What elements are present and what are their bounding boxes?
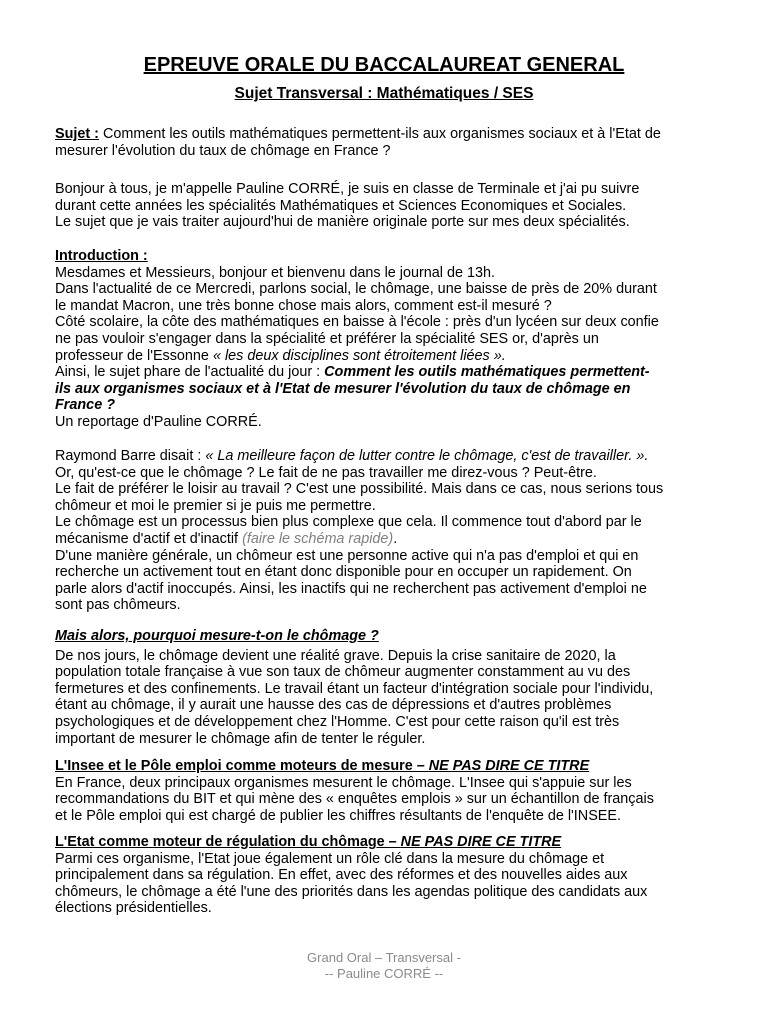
subject-text: Comment les outils mathématiques permettent-ils aux organismes sociaux et à l'Etat de (98, 126, 661, 142)
text-line: élections présidentielles. (55, 900, 212, 917)
footer-line: Grand Oral – Transversal - (307, 950, 461, 965)
speaker-note: (faire le schéma rapide) (242, 530, 394, 547)
text-line: étant au chômage, il y aurait une hausse des cas de dépressions et d'autres problèmes (55, 697, 612, 714)
text-line: psychologiques et de développement chez l'Homme. C'est pour cette raison qu'il est très (55, 713, 620, 730)
text-line: Le fait de préférer le loisir au travail ? C'est une possibilité. Mais dans ce cas, nous serions tous (55, 481, 664, 498)
introduction-section (55, 248, 720, 431)
text-line: Côté scolaire, la côte des mathématiques en baisse à l'école : près d'un lycéen sur deux confie (55, 314, 659, 331)
professor-quote: « les deux disciplines sont étroitement liées ». (212, 347, 506, 364)
text-line: recommandations du BIT et qui mène des « enquêtes emplois » sur un échantillon de français (55, 791, 654, 808)
text-line: En France, deux principaux organismes mesurent le chômage. L'Insee qui s'appuie sur les (55, 774, 632, 791)
section-why-measure (55, 628, 720, 747)
text-line: sont pas chômeurs. (55, 597, 181, 614)
text-line: Mesdames et Messieurs, bonjour et bienvenu dans le journal de 13h. (55, 264, 495, 281)
section-insee (55, 758, 720, 824)
text-line: population totale française à vue son taux de chômeur augmenter constamment au vu des (55, 664, 631, 681)
heading-note: NE PAS DIRE CE TITRE (428, 758, 590, 774)
text-line: recherche un activement tout en étant donc disponible pour en occuper un rapidement. On (55, 564, 632, 581)
text-line: D'une manière générale, un chômeur est une personne active qui n'a pas d'emploi et qui en (55, 547, 639, 564)
text-line: durant cette années les spécialités Mathématiques et Sciences Economiques et Sociales. (55, 197, 627, 214)
text-line: et le Pôle emploi qui est chargé de publier les chiffres résultants de l'enquête de l'INSEE. (55, 807, 621, 824)
text-line: professeur de l'Essonne (55, 347, 213, 364)
text-line: De nos jours, le chômage devient une réalité grave. Depuis la crise sanitaire de 2020, la (55, 647, 616, 664)
document-title: EPREUVE ORALE DU BACCALAUREAT GENERAL (143, 54, 625, 76)
text-line: important de mesurer le chômage afin de tenter le réguler. (55, 730, 426, 747)
text-line: fermetures et des confinements. Le travail étant un facteur d'intégration sociale pour l'individu, (55, 680, 654, 697)
definition-section (55, 448, 720, 614)
subject-text: mesurer l'évolution du taux de chômage en France ? (55, 142, 391, 159)
text-line: mécanisme d'actif et d'inactif (55, 530, 243, 547)
text-line: Un reportage d'Pauline CORRÉ. (55, 413, 262, 430)
main-question: France ? (55, 397, 115, 414)
heading-note: NE PAS DIRE CE TITRE (400, 834, 562, 850)
text-line: Le chômage est un processus bien plus complexe que cela. Il commence tout d'abord par le (55, 514, 642, 531)
introduction-heading: Introduction : (55, 248, 148, 264)
text-line: Or, qu'est-ce que le chômage ? Le fait de ne pas travailler me direz-vous ? Peut-être. (55, 464, 597, 481)
subject-label: Sujet : (55, 126, 99, 142)
footer-author: -- Pauline CORRÉ -- (324, 966, 444, 981)
document-subtitle: Sujet Transversal : Mathématiques / SES (234, 85, 534, 102)
presentation-paragraph (55, 181, 720, 231)
text-line: le mandat Macron, une très bonne chose mais alors, comment est-il mesuré ? (55, 297, 552, 314)
main-question: ils aux organismes sociaux et à l'Etat de mesurer l'évolution du taux de chômage en (55, 380, 631, 397)
section-heading: Mais alors, pourquoi mesure-t-on le chômage ? (55, 628, 379, 644)
text-line: Le sujet que je vais traiter aujourd'hui de manière originale porte sur mes deux spécialités. (55, 214, 630, 231)
text-line: chômeur et moi le premier si je puis me permettre. (55, 497, 376, 514)
main-question: Comment les outils mathématiques permettent- (324, 364, 650, 381)
text-line: ne pas vouloir s'engager dans la spécialité et préférer la spécialité SES or, d'après un (55, 330, 599, 347)
text-line: chômeurs, le chômage a été l'une des priorités dans les agendas politique des candidats aux (55, 883, 648, 900)
text-line: Parmi ces organisme, l'Etat joue également un rôle clé dans la mesure du chômage et (55, 850, 605, 867)
text-line: Dans l'actualité de ce Mercredi, parlons social, le chômage, une baisse de près de 20% durant (55, 281, 657, 298)
text-line: principalement dans sa régulation. En effet, avec des réformes et des nouvelles aides aux (55, 867, 628, 884)
section-etat (55, 834, 720, 917)
text-line: parle alors d'actif inoccupés. Ainsi, les inactifs qui ne recherchent pas activement d'emploi ne (55, 580, 647, 597)
text-line: Bonjour à tous, je m'appelle Pauline CORRÉ, je suis en classe de Terminale et j'ai pu suivre (55, 181, 640, 197)
text-line: Raymond Barre disait : (55, 448, 206, 464)
section-heading: L'Etat comme moteur de régulation du chômage – (55, 834, 401, 850)
text-line: Ainsi, le sujet phare de l'actualité du jour : (55, 364, 325, 381)
section-heading: L'Insee et le Pôle emploi comme moteurs de mesure – (55, 758, 429, 774)
barre-quote: « La meilleure façon de lutter contre le chômage, c'est de travailler. ». (205, 448, 649, 464)
subject-block (55, 126, 720, 159)
text-line: . (393, 530, 398, 547)
